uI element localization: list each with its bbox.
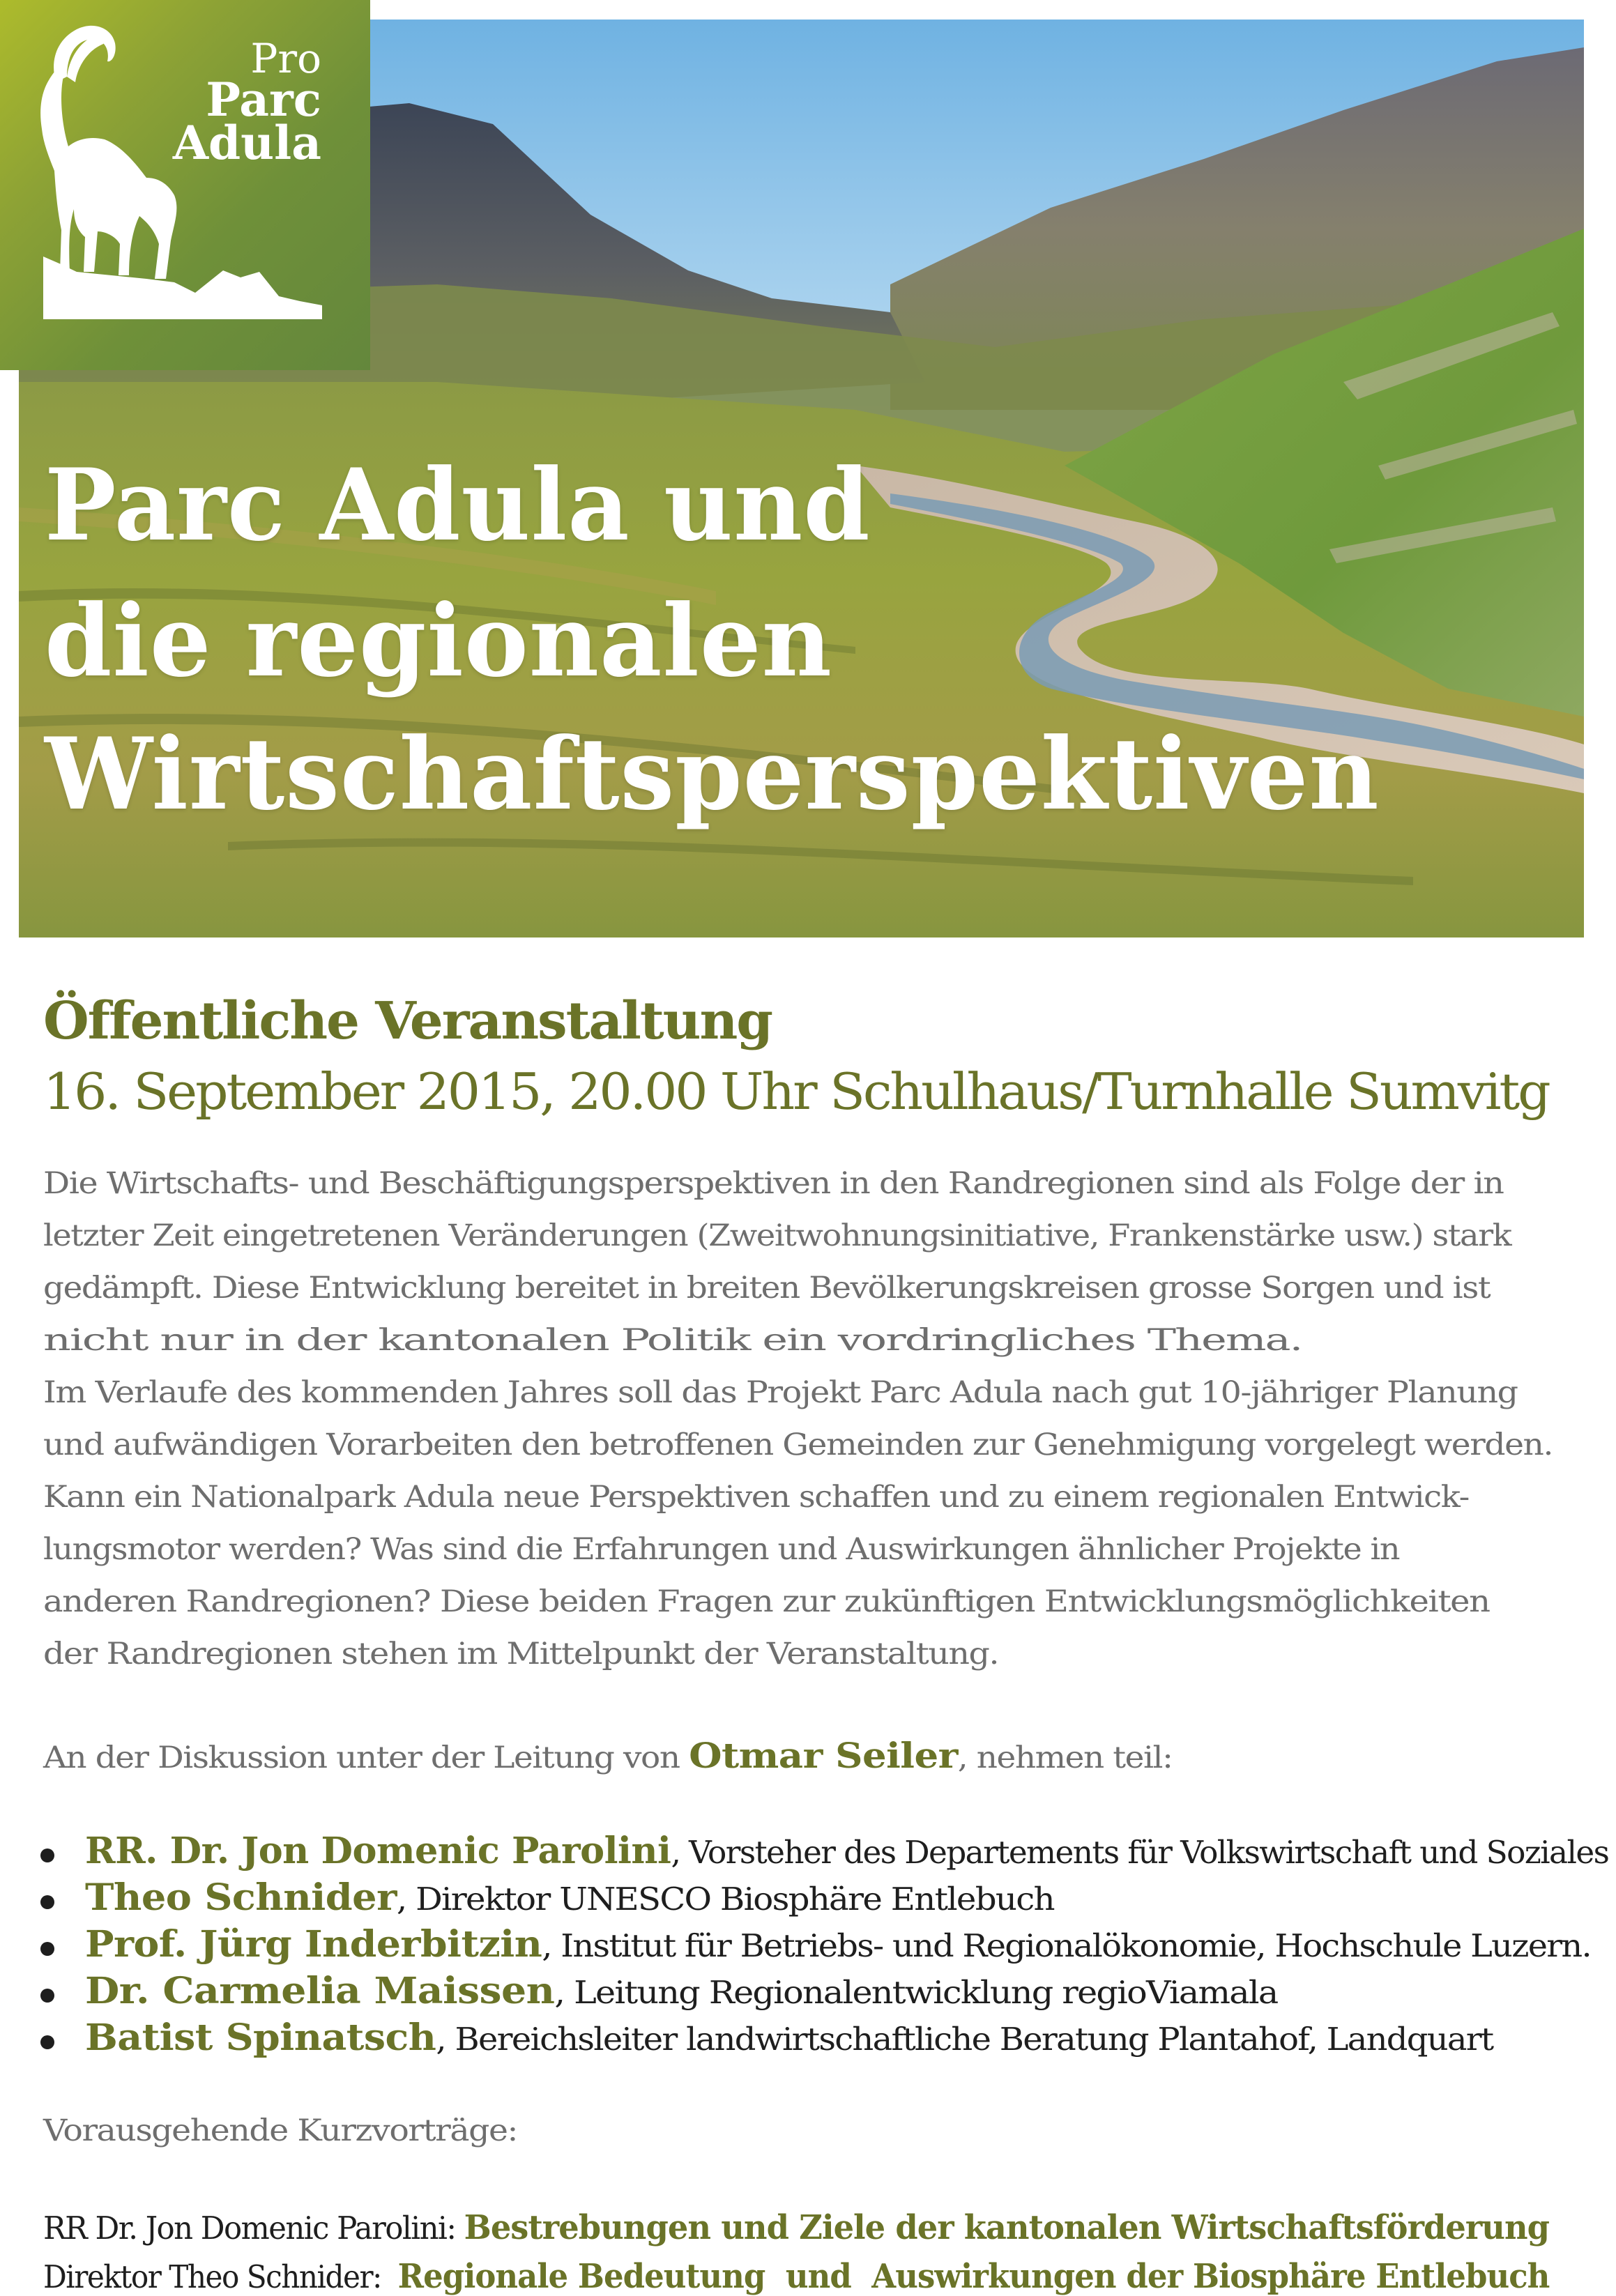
participant-name: Batist Spinatsch [85,2016,436,2059]
title-line-2: die regionalen [45,583,832,699]
logo-text-parc: Parc [206,72,321,127]
talk-item [43,2208,1550,2247]
bullet-icon [40,1989,54,2003]
bullet-icon [40,1895,54,1909]
bullet-icon [40,1849,54,1862]
intro-line: der Randregionen stehen im Mittelpunkt der Veranstaltung. [43,1637,999,1671]
participant-role: , Leitung Regionalentwicklung regioViamala [554,1974,1278,2011]
intro-line: Im Verlaufe des kommenden Jahres soll das Projekt Parc Adula nach gut 10-jähriger Planung [43,1375,1518,1410]
discussion-intro [43,1735,1173,1776]
participant-name: RR. Dr. Jon Domenic Parolini [85,1830,671,1872]
discussion-prefix: An der Diskussion unter der Leitung von [43,1740,689,1775]
event-heading: Öffentliche Veranstaltung [43,991,772,1051]
intro-line: anderen Randregionen? Diese beiden Fragen zur zukünftigen Entwicklungsmöglichkeiten [43,1584,1490,1619]
participant-role: , Bereichsleiter landwirtschaftliche Beratung Plantahof, Landquart [436,2021,1493,2058]
participant-role: , Direktor UNESCO Biosphäre Entlebuch [396,1881,1054,1918]
logo-text-adula: Adula [172,116,321,170]
logo-text-pro: Pro [250,35,321,82]
intro-line: Kann ein Nationalpark Adula neue Perspektiven schaffen und zu einem regionalen Entwick- [43,1480,1469,1515]
talk-topic: Regionale Bedeutung und Auswirkungen der Biosphäre Entlebuch [397,2257,1550,2296]
participant-name: Dr. Carmelia Maissen [85,1970,555,2012]
participant-role: , Institut für Betriebs- und Regionalökonomie, Hochschule Luzern. [542,1927,1591,1964]
event-date-location: 16. September 2015, 20.00 Uhr Schulhaus/Turnhalle Sumvitg [43,1062,1549,1121]
intro-line: lungsmotor werden? Was sind die Erfahrungen und Auswirkungen ähnlicher Projekte in [43,1532,1400,1567]
talk-speaker: Direktor Theo Schnider: [43,2258,398,2295]
participant-name: Prof. Jürg Inderbitzin [85,1923,542,1966]
intro-line: und aufwändigen Vorarbeiten den betroffenen Gemeinden zur Genehmigung vorgelegt werden. [43,1428,1553,1462]
participant-name: Theo Schnider [85,1876,397,1919]
intro-line: Die Wirtschafts- und Beschäftigungsperspektiven in den Randregionen sind als Folge der in [43,1166,1504,1201]
intro-line: gedämpft. Diese Entwicklung bereitet in breiten Bevölkerungskreisen grosse Sorgen und ist [43,1271,1491,1306]
title-line-1: Parc Adula und [45,447,871,563]
intro-line: letzter Zeit eingetretenen Veränderungen (Zweitwohnungsinitiative, Frankenstärke usw.) stark [43,1218,1511,1253]
participant-role: , Vorsteher des Departements für Volkswirtschaft und Soziales [671,1834,1609,1871]
talk-item [43,2257,1550,2296]
discussion-suffix: , nehmen teil: [957,1740,1173,1775]
talk-topic: Bestrebungen und Ziele der kantonalen Wirtschaftsförderung [464,2208,1550,2247]
pro-parc-adula-logo [0,0,370,370]
bullet-icon [40,2035,54,2049]
title-line-3: Wirtschaftsperspektiven [45,717,1380,832]
talks-heading: Vorausgehende Kurzvorträge: [43,2113,518,2148]
intro-line: nicht nur in der kantonalen Politik ein vordringliches Thema. [43,1323,1302,1358]
talk-speaker: RR Dr. Jon Domenic Parolini: [43,2210,464,2247]
bullet-icon [40,1942,54,1956]
moderator-name: Otmar Seiler [689,1735,958,1776]
